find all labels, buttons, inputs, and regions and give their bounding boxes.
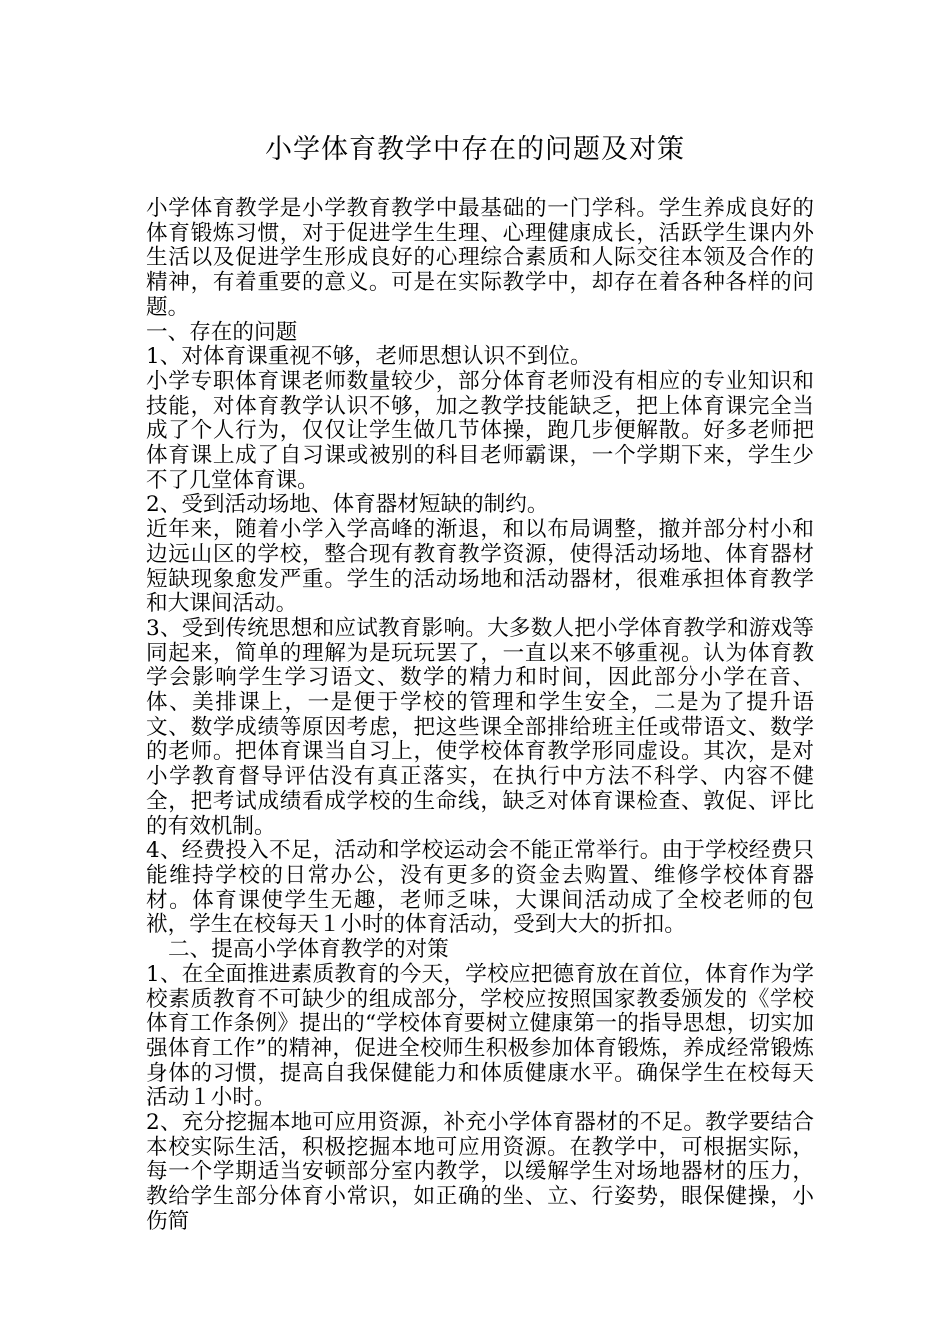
document-title: 小学体育教学中存在的问题及对策 (265, 134, 685, 165)
problem-4-paragraph: 4、经费投入不足，活动和学校运动会不能正常举行。由于学校经费只能维持学校的日常办公，没有更多的资金去购置、维修学校体育器材。体育课使学生无趣，老师乏味，大课间活动成了全校老师的包袱，学生在校每天１小时的体育活动，受到大大的折扣。 (146, 838, 814, 938)
problem-2-heading: 2、受到活动场地、体育器材短缺的制约。 (146, 492, 549, 518)
problem-1-paragraph: 小学专职体育课老师数量较少，部分体育老师没有相应的专业知识和技能，对体育教学认识不够，加之教学技能缺乏，把上体育课完全当成了个人行为，仅仅让学生做几节体操，跑几步便解散。好多老师把体育课上成了自习课或被别的科目老师霸课，一个学期下来，学生少不了几堂体育课。 (146, 368, 814, 493)
intro-paragraph: 小学体育教学是小学教育教学中最基础的一门学科。学生养成良好的体育锻炼习惯，对于促进学生生理、心理健康成长，活跃学生课内外生活以及促进学生形成良好的心理综合素质和人际交往本领及合作的精神，有着重要的意义。可是在实际教学中，却存在着各种各样的问题。 (146, 196, 814, 320)
problem-2-paragraph: 近年来，随着小学入学高峰的渐退，和以布局调整，撤并部分村小和边远山区的学校，整合现有教育教学资源，使得活动场地、体育器材短缺现象愈发严重。学生的活动场地和活动器材，很难承担体育教学和大课间活动。 (146, 517, 814, 617)
document-body (146, 197, 814, 1235)
solution-1-paragraph: 1、在全面推进素质教育的今天，学校应把德育放在首位，体育作为学校素质教育不可缺少的组成部分，学校应按照国家教委颁发的《学校体育工作条例》提出的“学校体育要树立健康第一的指导思想，切实加强体育工作”的精神，促进全校师生积极参加体育锻炼，养成经常锻炼身体的习惯，提高自我保健能力和体质健康水平。确保学生在校每天活动１小时。 (146, 961, 814, 1111)
solution-2-paragraph: 2、充分挖掘本地可应用资源，补充小学体育器材的不足。教学要结合本校实际生活，积极挖掘本地可应用资源。在教学中，可根据实际，每一个学期适当安顿部分室内教学，以缓解学生对场地器材的压力，教给学生部分体育小常识，如正确的坐、立、行姿势，眼保健操，小伤简 (146, 1110, 814, 1234)
problem-1-heading: 1、对体育课重视不够，老师思想认识不到位。 (146, 344, 592, 370)
problem-3-paragraph: 3、受到传统思想和应试教育影响。大多数人把小学体育教学和游戏等同起来，简单的理解为是玩玩罢了，一直以来不够重视。认为体育教学会影响学生学习语文、数学的精力和时间，因此部分小学在音、体、美排课上，一是便于学校的管理和学生安全，二是为了提升语文、数学成绩等原因考虑，把这些课全部排给班主任或带语文、数学的老师。把体育课当自习上，使学校体育教学形同虚设。其次，是对小学教育督导评估没有真正落实，在执行中方法不科学、内容不健全，把考试成绩看成学校的生命线，缺乏对体育课检查、敦促、评比的有效机制。 (146, 615, 814, 839)
section-heading-solutions: 二、提高小学体育教学的对策 (168, 937, 449, 963)
section-heading-problems: 一、存在的问题 (146, 319, 298, 345)
